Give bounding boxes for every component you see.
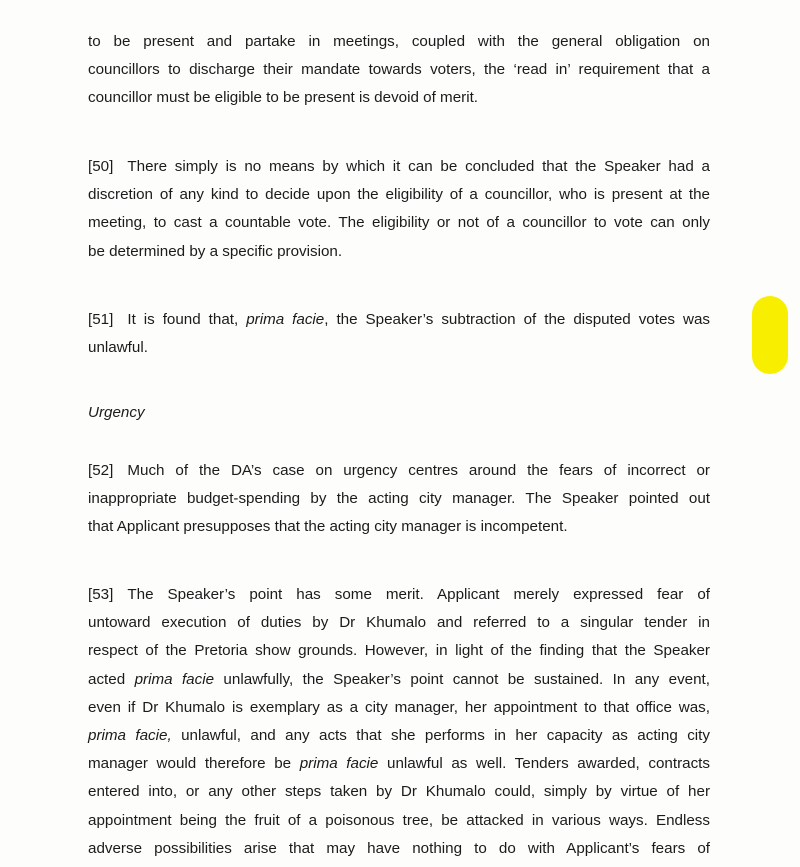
text-fragment: manager would therefore be <box>88 755 300 773</box>
text-line: appointment being the fruit of a poisonous tree, be attacked in various ways. Endless <box>88 811 710 829</box>
text-fragment: unlawful as well. Tenders awarded, contracts <box>378 755 710 773</box>
text-line: to be present and partake in meetings, coupled with the general obligation on <box>88 33 710 50</box>
text-fragment: acted <box>88 670 135 688</box>
italic-text: prima facie <box>246 311 325 328</box>
paragraph-number: [50] <box>88 158 114 175</box>
paragraph-53 <box>88 581 710 863</box>
paragraph-number: [52] <box>88 462 114 479</box>
text-line: untoward execution of duties by Dr Khumalo and referred to a singular tender in <box>88 614 710 632</box>
text-line: even if Dr Khumalo is exemplary as a city manager, her appointment to that office was, <box>88 698 710 716</box>
text-line: discretion of any kind to decide upon the eligibility of a councillor, who is present at the <box>88 186 710 204</box>
paragraph-52 <box>88 457 710 542</box>
text-line: inappropriate budget-spending by the acting city manager. The Speaker pointed out <box>88 490 710 508</box>
text-line: be determined by a specific provision. <box>88 242 343 260</box>
text-line: adverse possibilities arise that may have nothing to do with Applicant’s fears of <box>88 839 710 857</box>
highlighter-mark <box>752 296 788 374</box>
text-line: unlawful. <box>88 339 148 357</box>
text-line: that Applicant presupposes that the acting city manager is incompetent. <box>88 518 568 536</box>
text-line: There simply is no means by which it can be concluded that the Speaker had a <box>127 158 710 175</box>
text-fragment: It is found that, <box>127 311 247 328</box>
text-line: The Speaker’s point has some merit. Applicant merely expressed fear of <box>127 586 710 603</box>
italic-text: prima facie, <box>88 727 172 745</box>
italic-text: prima facie <box>299 755 379 773</box>
italic-text: prima facie <box>134 670 215 688</box>
text-fragment: unlawfully, the Speaker’s point cannot be sustained. In any event, <box>214 670 710 688</box>
section-heading: Urgency <box>88 404 145 421</box>
text-line: respect of the Pretoria show grounds. However, in light of the finding that the Speaker <box>88 642 710 660</box>
text-line: meeting, to cast a countable vote. The eligibility or not of a councillor to vote can only <box>88 214 710 232</box>
text-fragment: , the Speaker’s subtraction of the disputed votes was <box>324 311 711 328</box>
text-line: councillor must be eligible to be present is devoid of merit. <box>88 89 479 107</box>
text-line: entered into, or any other steps taken by Dr Khumalo could, simply by virtue of her <box>88 783 710 801</box>
paragraph-number: [53] <box>88 586 114 603</box>
paragraph-number: [51] <box>88 311 114 328</box>
paragraph-51 <box>88 306 710 362</box>
paragraph-50 <box>88 153 710 266</box>
paragraph-intro <box>88 28 710 113</box>
text-line: Much of the DA’s case on urgency centres around the fears of incorrect or <box>127 462 710 479</box>
text-fragment: unlawful, and any acts that she performs in her capacity as acting city <box>171 727 710 745</box>
text-line: councillors to discharge their mandate towards voters, the ‘read in’ requirement that a <box>88 61 710 79</box>
